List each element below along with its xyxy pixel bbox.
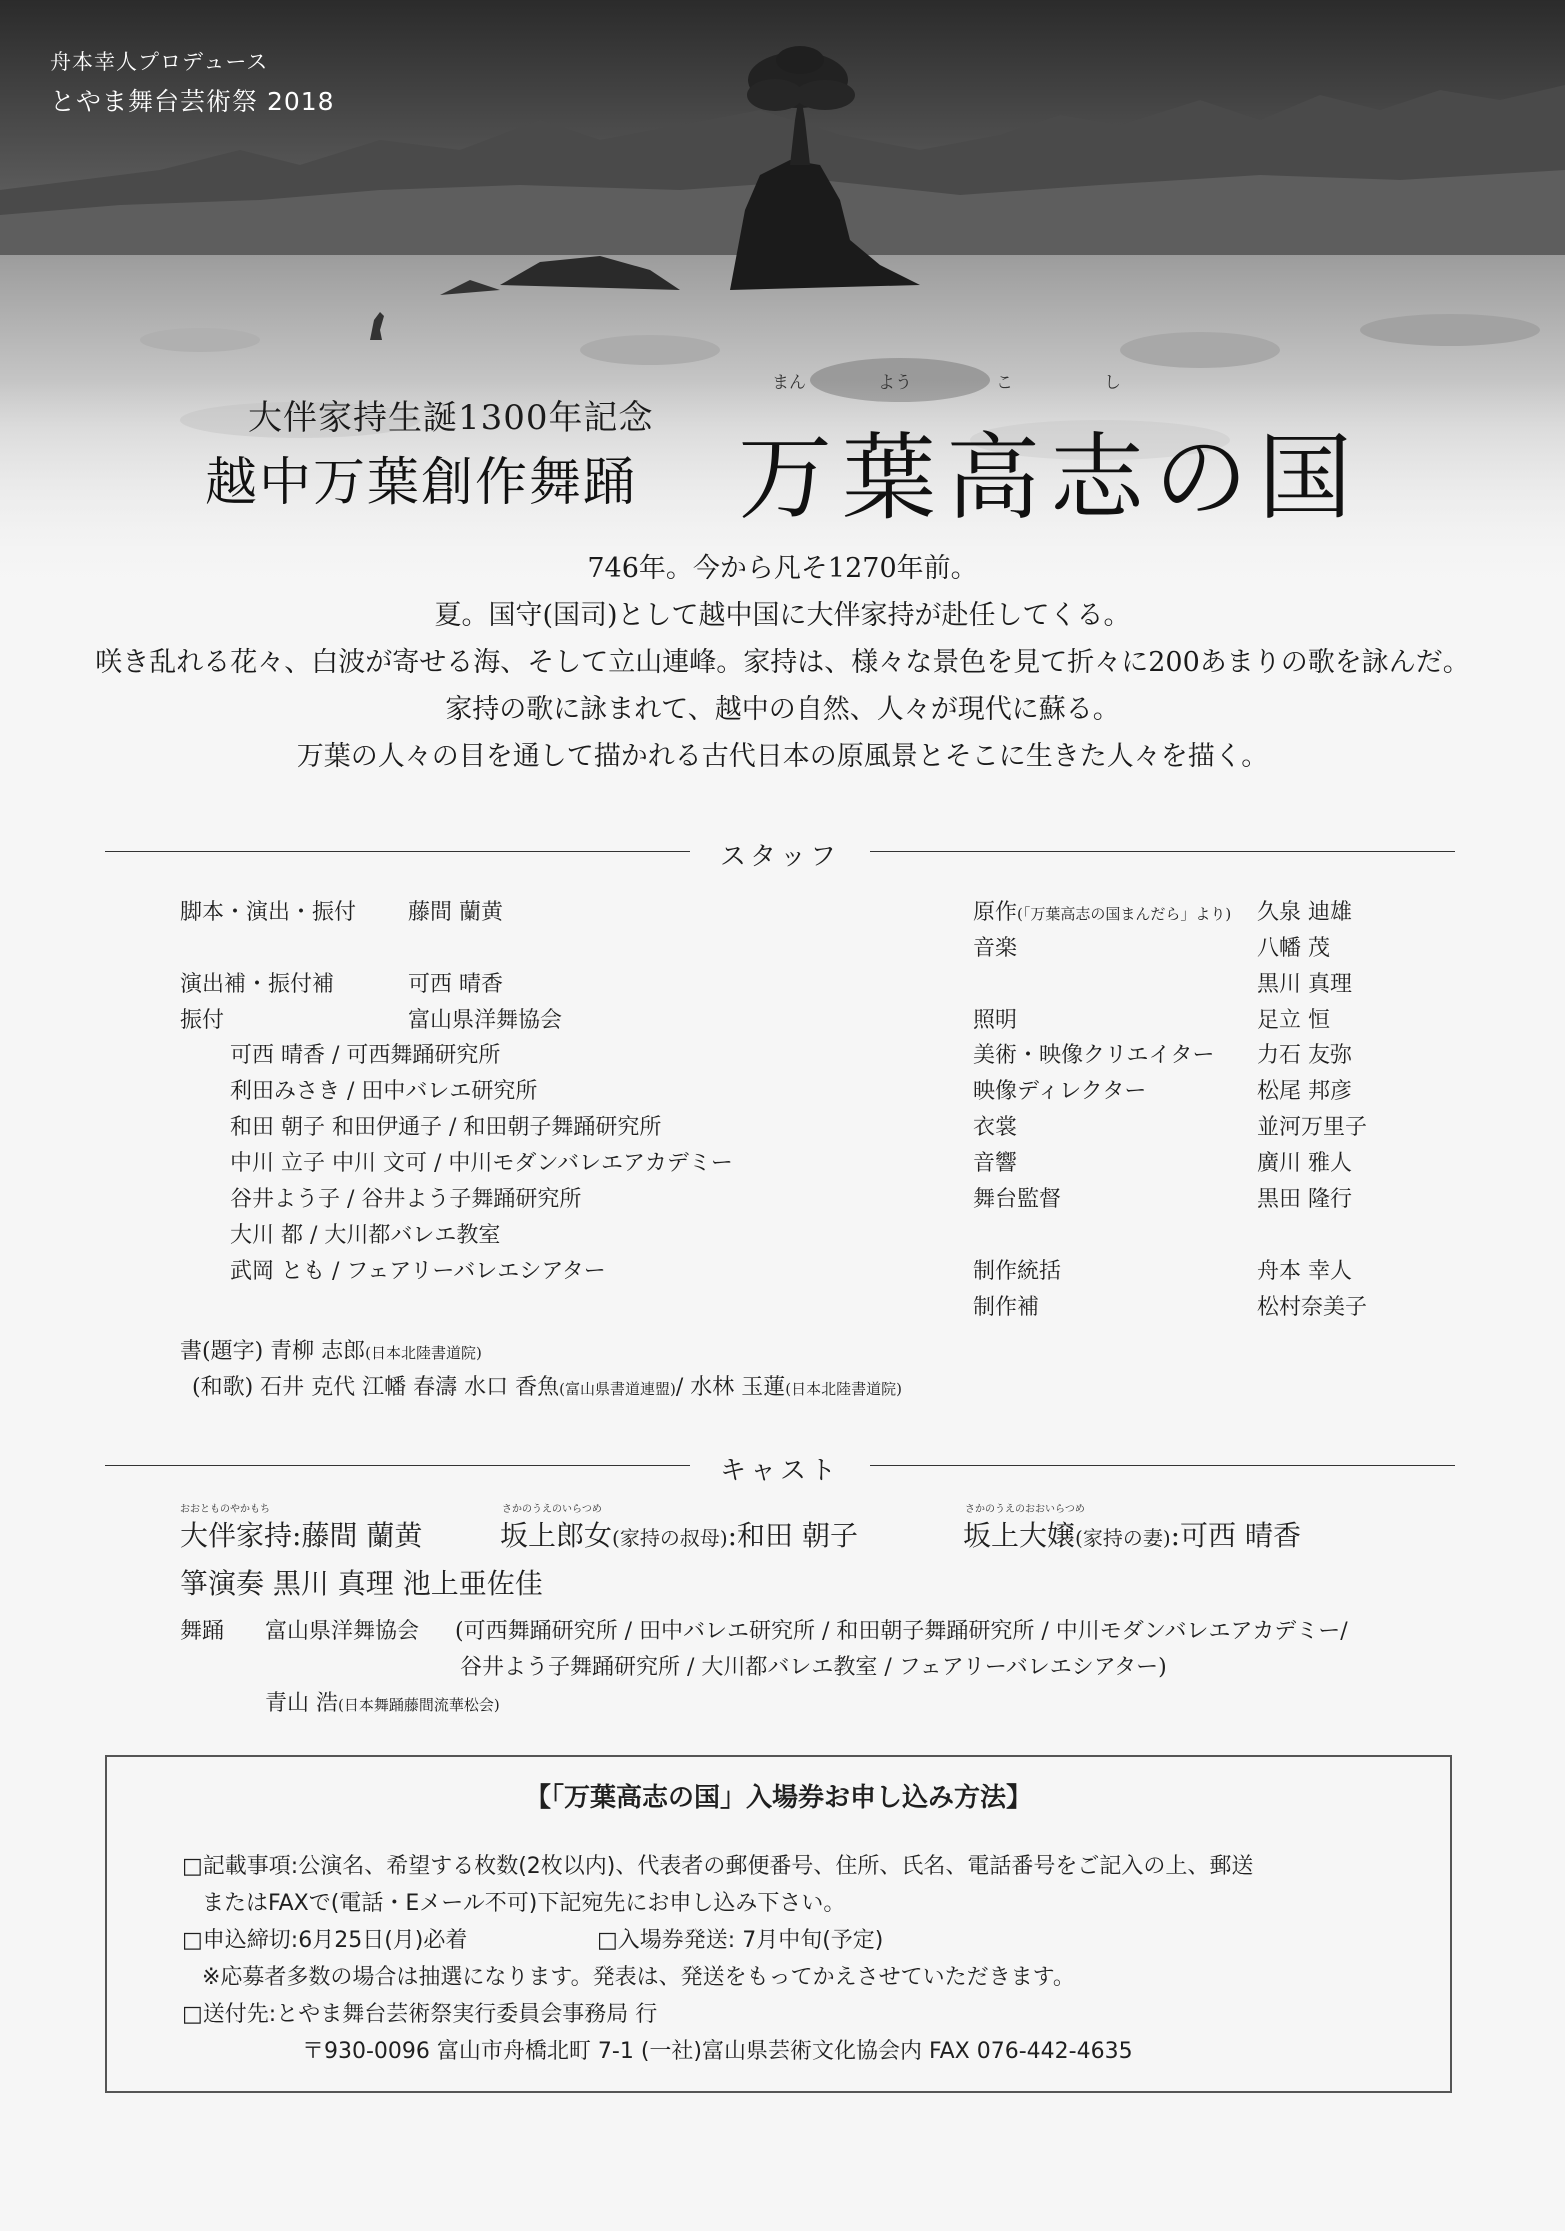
staff-name: 富山県洋舞協会 [408,1008,563,1033]
calligraphy-title-aff: (日本北陸書道院) [365,1344,482,1362]
cast-heading [105,1450,1455,1486]
ruby-man: まん [772,373,806,393]
staff-role: 演出補・振付補 [180,972,335,997]
staff-role: 音楽 [973,936,1018,961]
staff-role: 音響 [973,1151,1018,1176]
calligraphy-poem-aff2: (日本北陸書道院) [785,1380,902,1398]
ticket-title: 【「万葉高志の国」入場券お申し込み方法】 [524,1783,1032,1813]
calligraphy-title-label: 書(題字) [180,1339,264,1364]
calligraphy-title-name: 青柳 志郎 [270,1339,366,1364]
choreographer: 和田 朝子 和田伊通子 / 和田朝子舞踊研究所 [230,1115,662,1140]
festival-name: とやま舞台芸術祭 2018 [50,87,335,116]
guest-aff: (日本舞踊藤間流華松会) [338,1696,500,1714]
ruby-ooiratsume: さかのうえのおおいらつめ [965,1504,1085,1515]
divider [105,851,690,852]
staff-name: 可西 晴香 [408,972,503,997]
ruby-ko: こ [996,373,1013,393]
ruby-iratsume: さかのうえのいらつめ [502,1504,602,1515]
koto-players: 箏演奏 黒川 真理 池上亜佐佳 [180,1567,543,1600]
ticket-deadline: □申込締切:6月25日(月)必着 [182,1928,468,1953]
calligraphy-title-credit [180,1334,482,1365]
intro-line: 咲き乱れる花々、白波が寄せる海、そして立山連峰。家持は、様々な景色を見て折々に200あまりの歌を詠んだ。 [95,647,1470,678]
staff-name: 黒川 真理 [1257,972,1352,997]
cast-role-name: 坂上郎女 [500,1519,613,1552]
title-ruby [738,368,1358,398]
staff-role-text: 原作 [973,900,1018,925]
calligraphy-poem-sep: / 水林 玉蓮 [675,1375,786,1400]
dance-members: 谷井よう子舞踊研究所 / 大川都バレエ教室 / フェアリーバレエシアター) [460,1655,1167,1680]
ticket-dispatch: □入場券発送: 7月中旬(予定) [597,1928,884,1953]
cast-role [963,1514,1301,1554]
choreographer: 可西 晴香 / 可西舞踊研究所 [230,1043,501,1068]
divider [870,851,1455,852]
cast-actor: :和田 朝子 [727,1519,858,1552]
choreographer: 武岡 とも / フェアリーバレエシアター [230,1259,606,1284]
guest-dancer [265,1686,500,1717]
staff-heading-label: スタッフ [719,842,840,872]
staff-name: 松尾 邦彦 [1257,1079,1352,1104]
staff-name: 並河万里子 [1257,1115,1368,1140]
staff-role: 制作補 [973,1295,1040,1320]
staff-heading [105,836,1455,872]
cast-heading-label: キャスト [719,1456,840,1486]
choreographer: 中川 立子 中川 文可 / 中川モダンバレエアカデミー [230,1151,733,1176]
ticket-lottery: ※応募者多数の場合は抽選になります。発表は、発送をもってかえさせていただきます。 [202,1965,1075,1990]
ticket-line: □記載事項:公演名、希望する枚数(2枚以内)、代表者の郵便番号、住所、氏名、電話番号をご記入の上、郵送 [182,1854,1254,1879]
staff-name: 黒田 隆行 [1257,1187,1352,1212]
ticket-info-box [105,1755,1452,2093]
commemoration-subtitle: 大伴家持生誕1300年記念 [248,398,654,438]
divider [105,1465,690,1466]
ticket-address: 〒930-0096 富山市舟橋北町 7-1 (一社)富山県芸術文化協会内 FAX 076-442-4635 [302,2039,1133,2064]
staff-name: 足立 恒 [1257,1008,1330,1033]
staff-role: 脚本・演出・振付 [180,900,357,925]
cast-role [500,1514,858,1554]
intro-line: 家持の歌に詠まれて、越中の自然、人々が現代に蘇る。 [445,694,1120,725]
intro-line: 夏。国守(国司)として越中国に大伴家持が赴任してくる。 [434,600,1131,631]
intro-text [0,545,1565,780]
ruby-shi: し [1104,373,1121,393]
staff-name: 力石 友弥 [1257,1043,1352,1068]
calligraphy-poem-names: 石井 克代 江幡 春濤 水口 香魚 [260,1375,560,1400]
dance-group: 富山県洋舞協会 [265,1619,420,1644]
calligraphy-poem-label: (和歌) [192,1375,254,1400]
staff-role: 映像ディレクター [973,1079,1147,1104]
staff-role-note: (「万葉高志の国まんだら」より) [1017,905,1232,923]
staff-role: 舞台監督 [973,1187,1062,1212]
staff-role: 振付 [180,1008,225,1033]
staff-role: 制作統括 [973,1259,1062,1284]
intro-line: 746年。今から凡そ1270年前。 [587,553,978,584]
genre-title: 越中万葉創作舞踊 [205,453,638,513]
calligraphy-poem-aff1: (富山県書道連盟) [559,1380,676,1398]
choreographer: 大川 都 / 大川都バレエ教室 [230,1223,501,1248]
intro-line: 万葉の人々の目を通して描かれる古代日本の原風景とそこに生きた人々を描く。 [296,741,1269,772]
cast-actor: :藤間 蘭黄 [292,1519,423,1552]
cast-role [180,1514,422,1554]
staff-name: 八幡 茂 [1257,936,1330,961]
cast-role-name: 大伴家持 [180,1519,293,1552]
staff-role: 美術・映像クリエイター [973,1043,1215,1068]
dance-members: (可西舞踊研究所 / 田中バレエ研究所 / 和田朝子舞踊研究所 / 中川モダンバレエアカデミー/ [455,1619,1348,1644]
choreographer: 利田みさき / 田中バレエ研究所 [230,1079,538,1104]
ruby-you: よう [878,373,912,393]
staff-name: 久泉 迪雄 [1257,900,1352,925]
cast-role-note: (家持の妻) [1075,1526,1171,1550]
calligraphy-poem-credit [192,1370,902,1401]
cast-role-note: (家持の叔母) [612,1526,728,1550]
ticket-destination: □送付先:とやま舞台芸術祭実行委員会事務局 行 [182,2002,658,2027]
choreographer: 谷井よう子 / 谷井よう子舞踊研究所 [230,1187,582,1212]
cast-role-name: 坂上大嬢 [963,1519,1076,1552]
ruby-yakamochi: おおとものやかもち [180,1504,270,1515]
staff-role: 衣裳 [973,1115,1018,1140]
divider [870,1465,1455,1466]
staff-name: 舟本 幸人 [1257,1259,1352,1284]
staff-role: 照明 [973,1008,1018,1033]
main-title: 万葉高志の国 [738,424,1363,533]
dance-label: 舞踊 [180,1619,225,1644]
guest-name: 青山 浩 [265,1691,338,1716]
ticket-line: またはFAXで(電話・Eメール不可)下記宛先にお申し込み下さい。 [202,1891,846,1916]
staff-name: 松村奈美子 [1257,1295,1368,1320]
producer-credit: 舟本幸人プロデュース [50,50,269,74]
staff-name: 藤間 蘭黄 [408,900,503,925]
cast-actor: :可西 晴香 [1170,1519,1301,1552]
staff-name: 廣川 雅人 [1257,1151,1352,1176]
staff-role [973,895,1231,926]
